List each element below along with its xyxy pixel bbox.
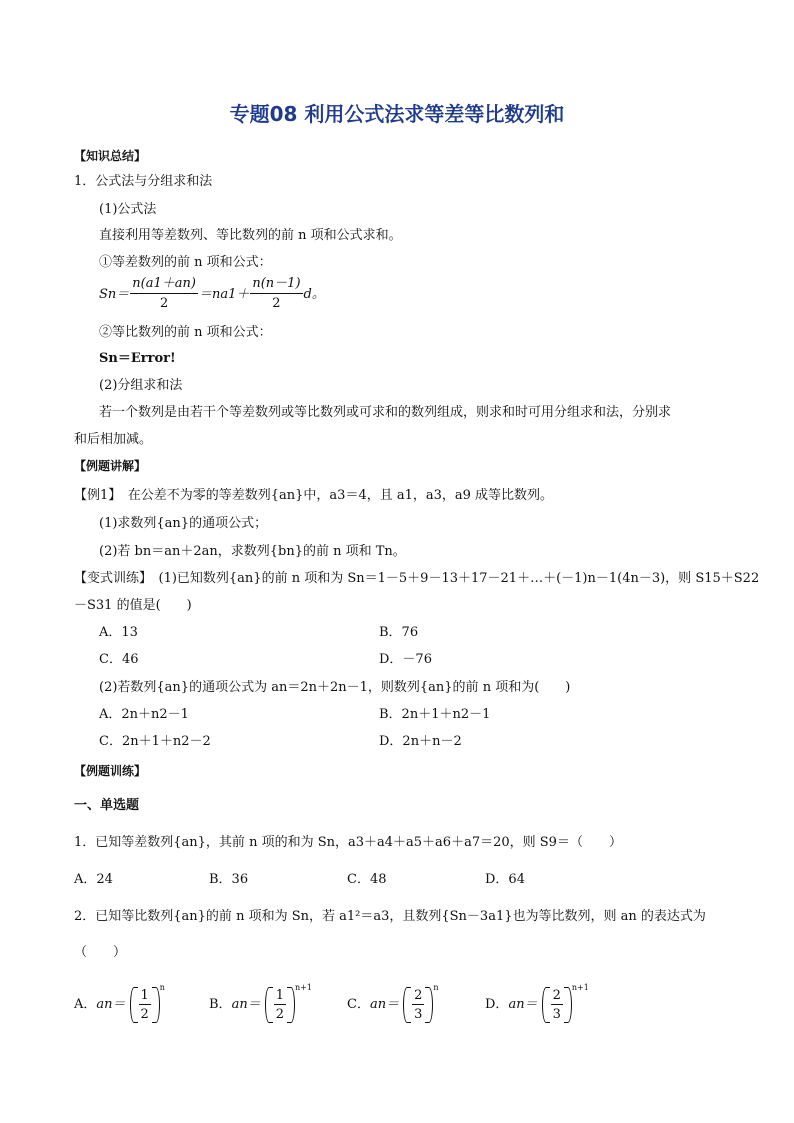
option-d-fraction xyxy=(542,989,572,1021)
fraction-1-numerator: n(a1＋an) xyxy=(130,277,198,294)
option-d-denominator: 3 xyxy=(552,1006,561,1022)
section-example-heading: 【例题讲解】 xyxy=(74,459,147,473)
formula-tail: d。 xyxy=(303,286,325,302)
variant-2-option-d[interactable]: D．2n＋n－2 xyxy=(379,734,462,749)
variant-2-option-a[interactable]: A．2n＋n2－1 xyxy=(99,707,189,722)
option-a-numerator: 1 xyxy=(140,987,149,1003)
knowledge-sub-1: (1)公式法 xyxy=(99,202,157,217)
fraction-2-denominator: 2 xyxy=(272,296,281,312)
geo-sum-formula: Sn＝Error! xyxy=(99,351,176,366)
variant-2-option-b[interactable]: B．2n＋1＋n2－1 xyxy=(379,707,491,722)
option-d-exponent: n+1 xyxy=(571,983,589,992)
variant-2-option-c[interactable]: C．2n＋1＋n2－2 xyxy=(99,734,211,749)
knowledge-paragraph-line2: 和后相加减。 xyxy=(74,432,153,447)
variant-2-statement: (2)若数列{an}的通项公式为 an＝2n＋2n－1，则数列{an}的前 n 项和为( ) xyxy=(99,680,571,695)
question-2-option-b[interactable] xyxy=(209,984,312,1021)
variant-1-option-d[interactable]: D．－76 xyxy=(379,652,432,667)
question-1-option-b[interactable]: B．36 xyxy=(209,872,249,887)
arith-sum-formula xyxy=(99,277,325,312)
formula-middle: ＝na1＋ xyxy=(198,286,250,302)
question-1-option-c[interactable]: C．48 xyxy=(347,872,387,887)
formula-lhs: Sn＝ xyxy=(99,286,130,302)
option-a-variable: an＝ xyxy=(96,997,126,1012)
option-c-numerator: 2 xyxy=(414,987,423,1003)
option-a-label: A． xyxy=(74,997,97,1012)
question-1-option-d[interactable]: D．64 xyxy=(485,872,525,887)
option-b-exponent: n+1 xyxy=(294,983,312,992)
section-training-heading: 【例题训练】 xyxy=(74,764,147,778)
page-title: 专题08 利用公式法求等差等比数列和 xyxy=(229,102,565,126)
question-2-statement: 2．已知等比数列{an}的前 n 项和为 Sn，若 a1²＝a3，且数列{Sn－3a1}也为等比数列，则 an 的表达式为 xyxy=(74,909,706,924)
example-1-question-2: (2)若 bn＝an＋2an，求数列{bn}的前 n 项和 Tn。 xyxy=(99,544,406,559)
option-c-fraction xyxy=(403,989,433,1021)
variant-1-option-b[interactable]: B．76 xyxy=(379,625,419,640)
option-a-denominator: 2 xyxy=(140,1006,149,1022)
example-1-question-1: (1)求数列{an}的通项公式； xyxy=(99,516,268,531)
variant-1-option-a[interactable]: A．13 xyxy=(99,625,138,640)
section-single-choice: 一、单选题 xyxy=(74,798,140,813)
option-b-variable: an＝ xyxy=(231,997,261,1012)
fraction-1-denominator: 2 xyxy=(159,296,169,312)
knowledge-direct-text: 直接利用等差数列、等比数列的前 n 项和公式求和。 xyxy=(99,228,402,243)
option-c-variable: an＝ xyxy=(369,997,400,1012)
knowledge-sub-2: (2)分组求和法 xyxy=(99,378,183,393)
example-1-statement: 【例1】 在公差不为零的等差数列{an}中，a3＝4，且 a1，a3，a9 成等比数列。 xyxy=(74,488,554,503)
formula-fraction-1 xyxy=(130,277,198,312)
option-a-exponent: n xyxy=(159,983,165,992)
section-knowledge-heading: 【知识总结】 xyxy=(74,149,147,163)
question-1-option-a[interactable]: A．24 xyxy=(74,872,113,887)
option-c-exponent: n xyxy=(433,983,439,992)
formula-fraction-2 xyxy=(250,277,302,312)
option-b-label: B． xyxy=(209,997,232,1012)
variant-1-option-c[interactable]: C．46 xyxy=(99,652,139,667)
question-2-paren: （ ） xyxy=(74,945,127,960)
option-b-numerator: 1 xyxy=(275,987,284,1003)
option-c-label: C． xyxy=(347,997,370,1012)
option-c-denominator: 3 xyxy=(414,1006,423,1022)
option-d-variable: an＝ xyxy=(508,997,538,1012)
knowledge-arith-heading: ①等差数列的前 n 项和公式： xyxy=(99,255,272,270)
fraction-2-numerator: n(n－1) xyxy=(250,277,302,294)
option-a-fraction xyxy=(130,989,160,1021)
knowledge-paragraph-line1: 若一个数列是由若干个等差数列或等比数列或可求和的数列组成，则求和时可用分组求和法，分别求 xyxy=(99,405,672,420)
question-1-statement: 1．已知等差数列{an}，其前 n 项的和为 Sn，a3＋a4＋a5＋a6＋a7＝20，则 S9＝（ ） xyxy=(74,835,622,850)
option-d-numerator: 2 xyxy=(552,987,561,1003)
option-b-denominator: 2 xyxy=(275,1006,284,1022)
knowledge-geo-heading: ②等比数列的前 n 项和公式： xyxy=(99,325,272,340)
question-2-option-a[interactable] xyxy=(74,984,165,1021)
knowledge-item-1: 1．公式法与分组求和法 xyxy=(74,174,213,189)
question-2-option-c[interactable] xyxy=(347,984,439,1021)
question-2-option-d[interactable] xyxy=(485,984,589,1021)
variant-1-line-2: －S31 的值是( ) xyxy=(74,598,192,613)
option-b-fraction xyxy=(265,989,295,1021)
variant-1-line-1: 【变式训练】 (1)已知数列{an}的前 n 项和为 Sn＝1－5＋9－13＋17－21＋…＋(－1)n－1(4n－3)，则 S15＋S22 xyxy=(74,571,760,586)
option-d-label: D． xyxy=(485,997,509,1012)
